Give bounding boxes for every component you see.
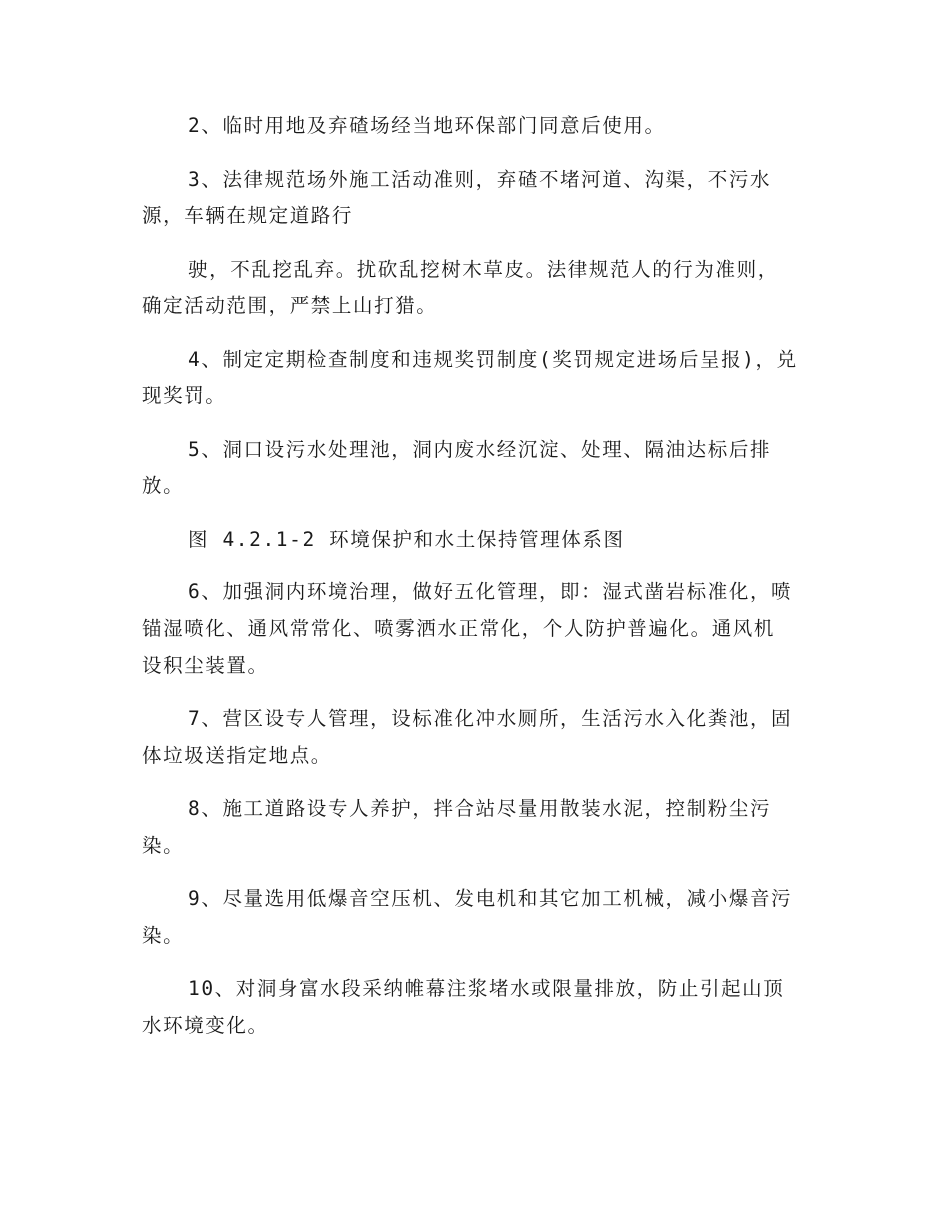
paragraph-6-line-1: 6、加强洞内环境治理，做好五化管理，即：湿式凿岩标准化，喷 bbox=[188, 580, 793, 603]
paragraph-8-line-2: 染。 bbox=[142, 834, 185, 857]
paragraph-5-line-2: 放。 bbox=[142, 474, 185, 497]
paragraph-7-line-2: 体垃圾送指定地点。 bbox=[142, 744, 332, 767]
paragraph-5-line-1: 5、洞口设污水处理池，洞内废水经沉淀、处理、隔油达标后排 bbox=[188, 438, 772, 461]
paragraph-10-line-1: 10、对洞身富水段采纳帷幕注浆堵水或限量排放，防止引起山顶 bbox=[188, 977, 785, 1000]
paragraph-10-line-2: 水环境变化。 bbox=[142, 1014, 269, 1037]
paragraph-6-line-3: 设积尘装置。 bbox=[142, 654, 269, 677]
paragraph-3-line-1: 3、法律规范场外施工活动准则，弃碴不堵河道、沟渠，不污水 bbox=[188, 168, 772, 191]
paragraph-7-line-1: 7、营区设专人管理，设标准化冲水厕所，生活污水入化粪池，固 bbox=[188, 707, 793, 730]
figure-caption: 图 4.2.1-2 环境保护和水土保持管理体系图 bbox=[188, 528, 625, 551]
paragraph-2-line-1: 2、临时用地及弃碴场经当地环保部门同意后使用。 bbox=[188, 114, 666, 137]
paragraph-3b-line-2: 确定活动范围，严禁上山打猎。 bbox=[142, 294, 438, 317]
paragraph-4-line-2: 现奖罚。 bbox=[142, 384, 227, 407]
paragraph-6-line-2: 锚湿喷化、通风常常化、喷雾洒水正常化，个人防护普遍化。通风机 bbox=[142, 617, 776, 640]
paragraph-8-line-1: 8、施工道路设专人养护，拌合站尽量用散装水泥，控制粉尘污 bbox=[188, 797, 772, 820]
paragraph-9-line-2: 染。 bbox=[142, 924, 185, 947]
paragraph-3-line-2: 源，车辆在规定道路行 bbox=[142, 204, 354, 227]
paragraph-4-line-1: 4、制定定期检查制度和违规奖罚制度(奖罚规定进场后呈报)，兑 bbox=[188, 348, 798, 371]
paragraph-9-line-1: 9、尽量选用低爆音空压机、发电机和其它加工机械，减小爆音污 bbox=[188, 887, 793, 910]
paragraph-3b-line-1: 驶，不乱挖乱弃。扰砍乱挖树木草皮。法律规范人的行为准则， bbox=[188, 258, 779, 281]
